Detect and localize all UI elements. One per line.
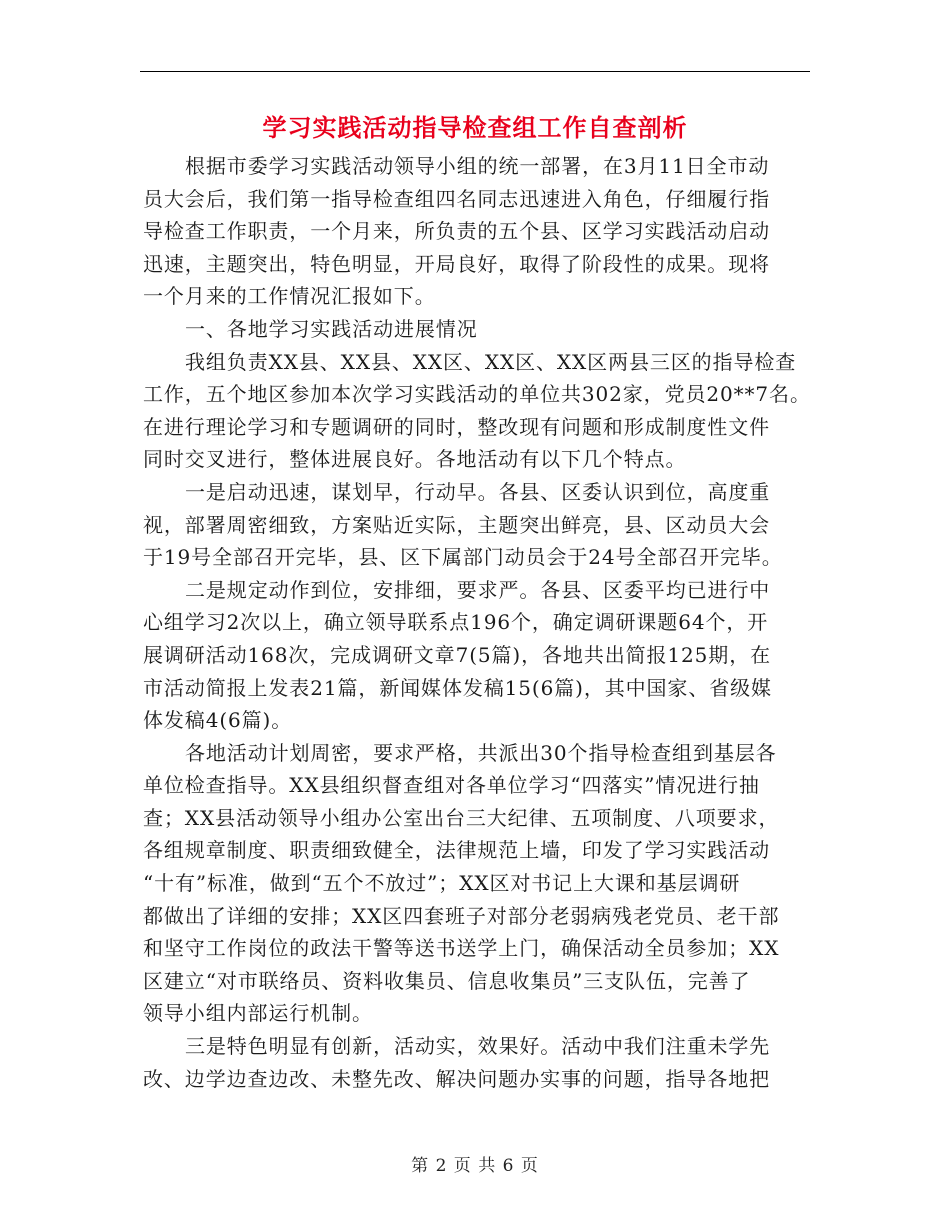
document-body xyxy=(143,150,811,1095)
text-line: 一、各地学习实践活动进展情况 xyxy=(185,316,478,341)
text-line: 和坚守工作岗位的政法干警等送书送学上门，确保活动全员参加；XX xyxy=(143,936,780,961)
text-line: 导检查工作职责，一个月来，所负责的五个县、区学习实践活动启动 xyxy=(143,219,770,244)
text-line: 心组学习2次以上，确立领导联系点196个，确定调研课题64个，开 xyxy=(143,610,769,635)
text-line: 视，部署周密细致，方案贴近实际，主题突出鲜亮，县、区动员大会 xyxy=(143,512,770,537)
text-line: 各组规章制度、职责细致健全，法律规范上墙，印发了学习实践活动 xyxy=(143,838,770,863)
document-title: 学习实践活动指导检查组工作自查剖析 xyxy=(262,113,688,142)
page-footer: 第 2 页 共 6 页 xyxy=(411,1156,539,1176)
text-line: 体发稿4(6篇)。 xyxy=(143,708,293,733)
text-line: 查；XX县活动领导小组办公室出台三大纪律、五项制度、八项要求， xyxy=(143,805,780,830)
text-line: 三是特色明显有创新，活动实，效果好。活动中我们注重未学先 xyxy=(185,1034,771,1059)
text-line: 我组负责XX县、XX县、XX区、XX区、XX区两县三区的指导检查 xyxy=(185,349,797,374)
text-line: 根据市委学习实践活动领导小组的统一部署，在3月11日全市动 xyxy=(185,154,770,178)
text-line: 迅速，主题突出，特色明显，开局良好，取得了阶段性的成果。现将 xyxy=(143,251,770,276)
text-line: 同时交叉进行，整体进展良好。各地活动有以下几个特点。 xyxy=(143,447,687,472)
text-line: 工作，五个地区参加本次学习实践活动的单位共302家，党员20**7名。 xyxy=(143,382,811,407)
text-line: 一个月来的工作情况汇报如下。 xyxy=(143,284,436,309)
text-line: 市活动简报上发表21篇，新闻媒体发稿15(6篇)，其中国家、省级媒 xyxy=(143,675,772,700)
text-line: 二是规定动作到位，安排细，要求严。各县、区委平均已进行中 xyxy=(185,577,771,602)
text-line: 各地活动计划周密，要求严格，共派出30个指导检查组到基层各 xyxy=(185,740,777,765)
text-line: 单位检查指导。XX县组织督查组对各单位学习“四落实”情况进行抽 xyxy=(143,773,760,798)
text-line: 领导小组内部运行机制。 xyxy=(143,1001,373,1026)
text-line: 一是启动迅速，谋划早，行动早。各县、区委认识到位，高度重 xyxy=(185,479,771,504)
text-line: 在进行理论学习和专题调研的同时，整改现有问题和形成制度性文件 xyxy=(143,414,770,439)
text-line: 改、边学边查边改、未整先改、解决问题办实事的问题，指导各地把 xyxy=(143,1066,770,1091)
header-rule xyxy=(140,71,810,72)
text-line: 于19号全部召开完毕，县、区下属部门动员会于24号全部召开完毕。 xyxy=(143,545,783,570)
text-line: 员大会后，我们第一指导检查组四名同志迅速进入角色，仔细履行指 xyxy=(143,186,770,211)
text-line: “十有”标准，做到“五个不放过”；XX区对书记上大课和基层调研 xyxy=(143,871,741,896)
text-line: 都做出了详细的安排；XX区四套班子对部分老弱病残老党员、老干部 xyxy=(143,903,780,928)
text-line: 展调研活动168次，完成调研文章7(5篇)，各地共出简报125期，在 xyxy=(143,642,772,667)
text-line: 区建立“对市联络员、资料收集员、信息收集员”三支队伍，完善了 xyxy=(143,968,751,993)
